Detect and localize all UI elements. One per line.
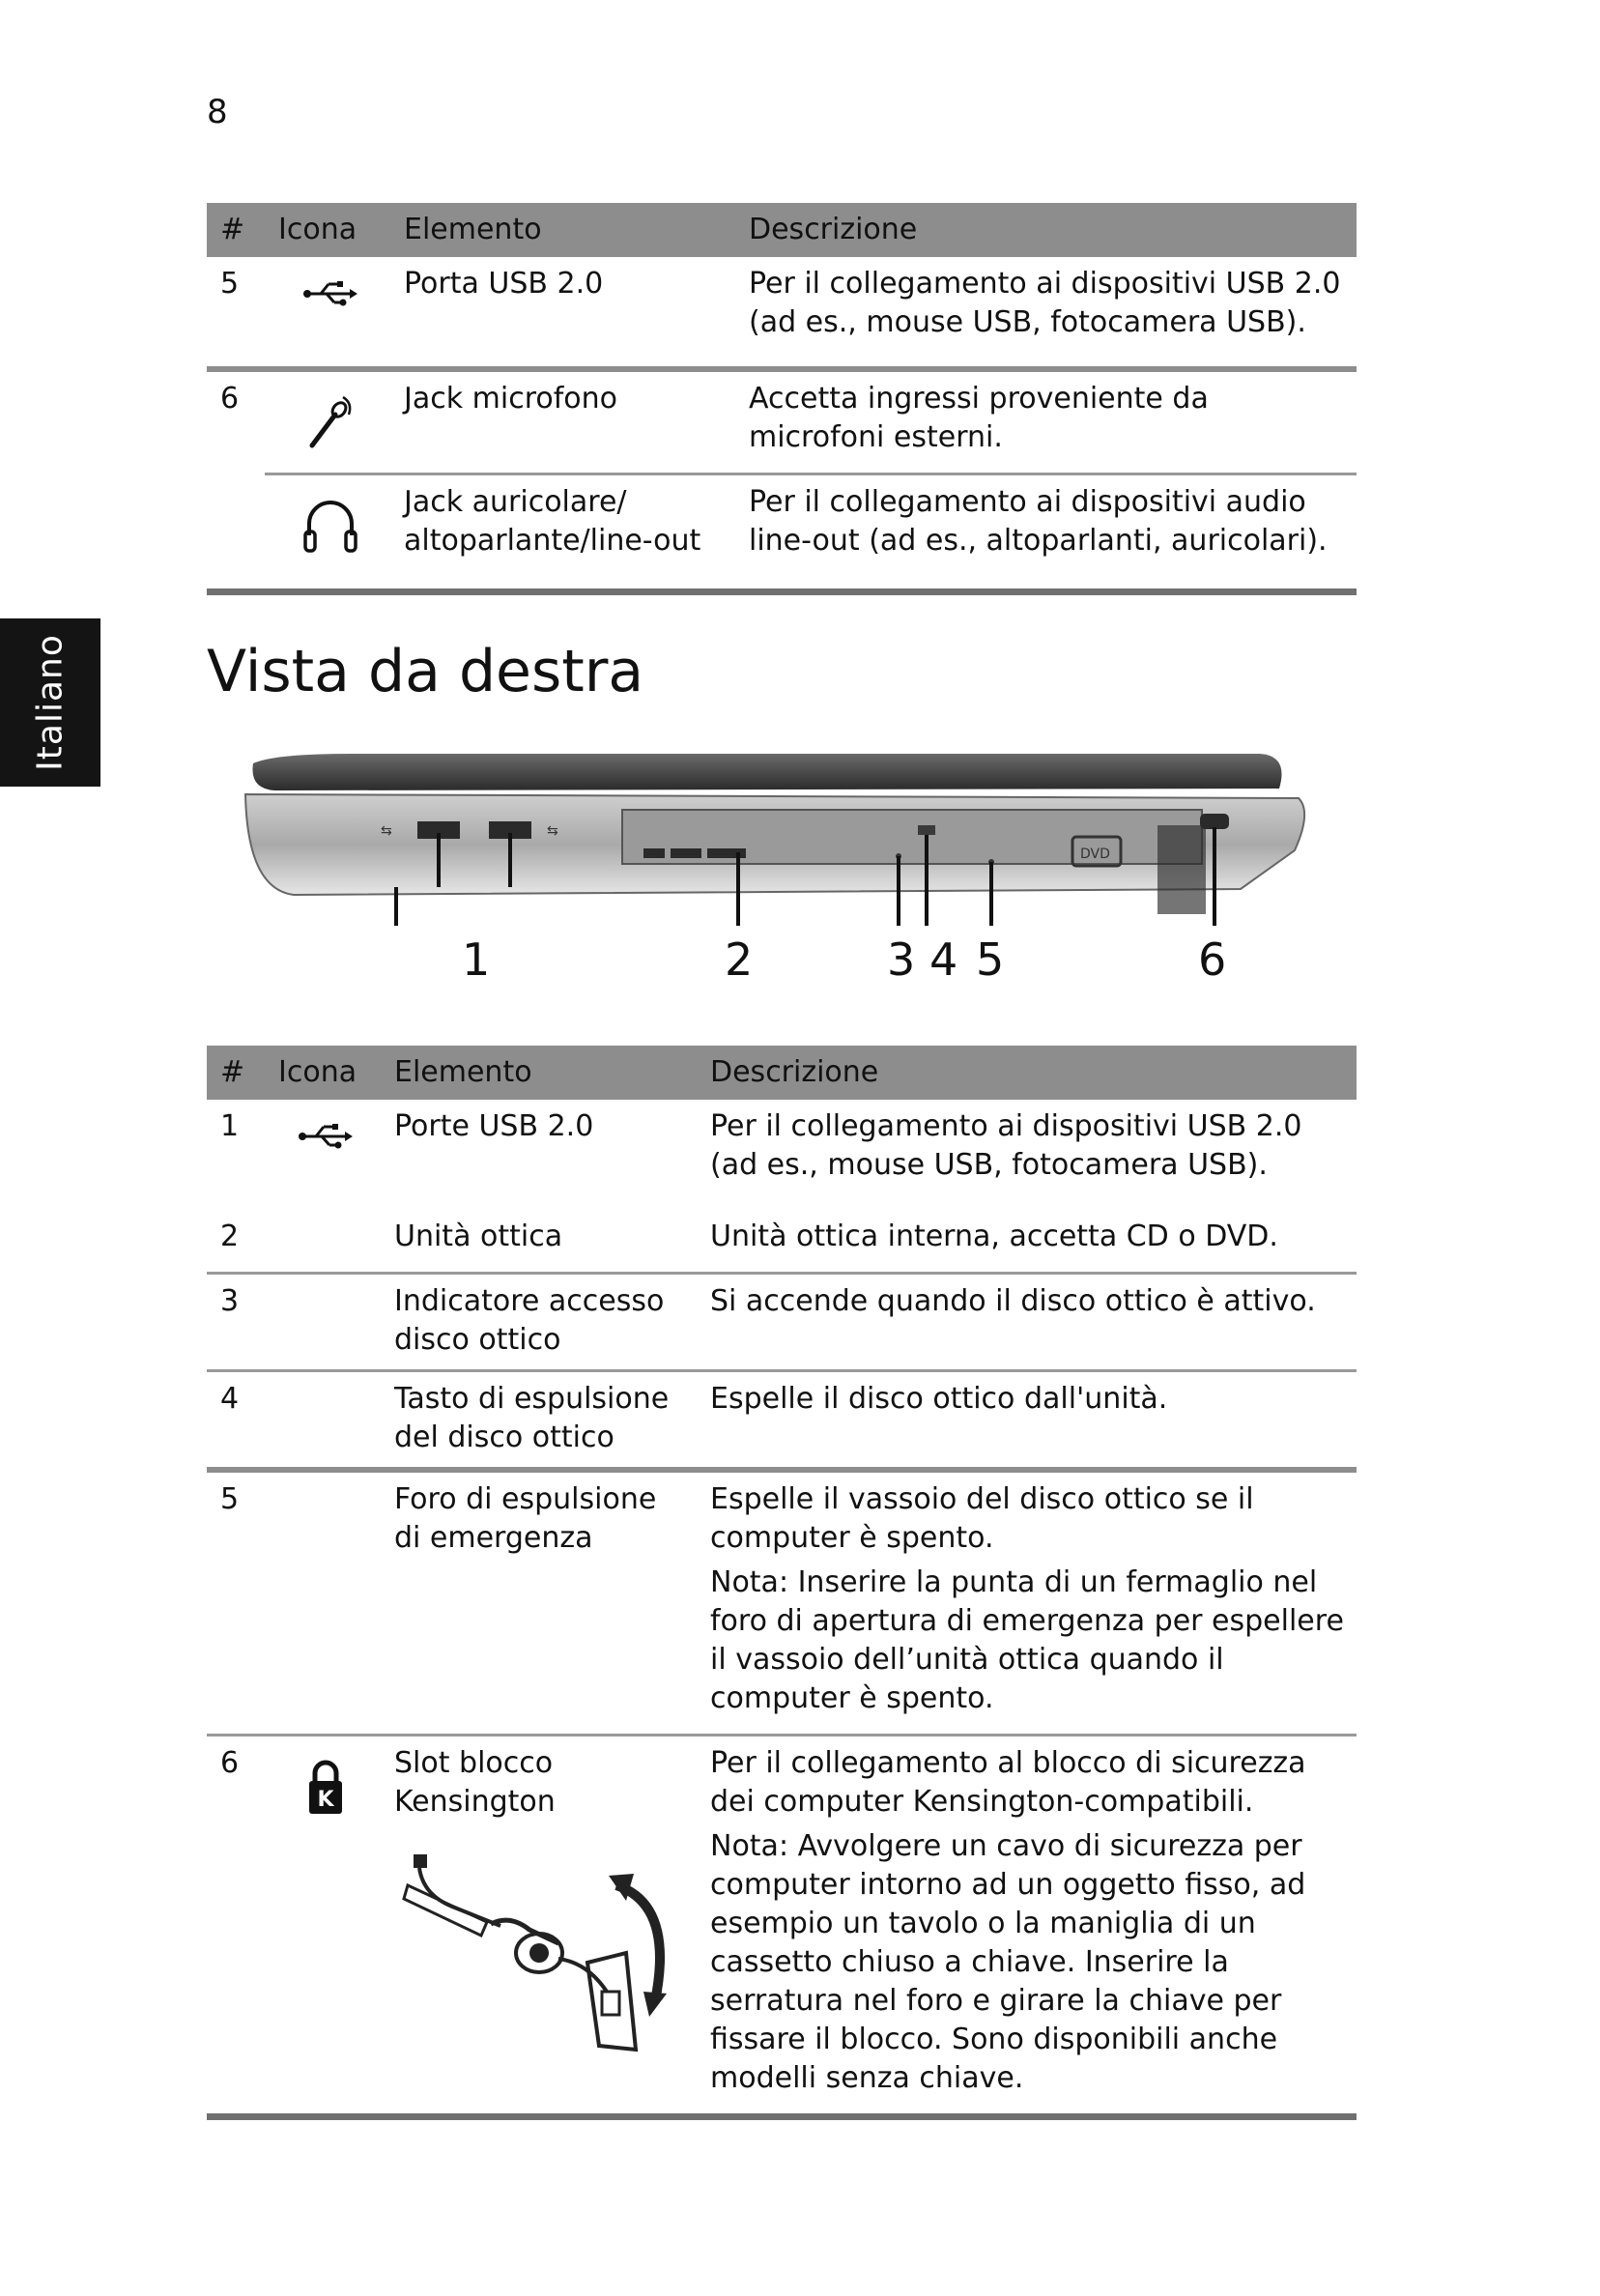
table-row bbox=[207, 1100, 1357, 1210]
row-item: Jack microfono bbox=[390, 369, 735, 474]
ports-table-top bbox=[207, 203, 1357, 595]
ports-table-right bbox=[207, 1046, 1357, 2120]
kensington-lock-illustration bbox=[394, 1847, 684, 2059]
row-number: 2 bbox=[207, 1210, 265, 1274]
row-description: Per il collegamento al blocco di sicurezza dei computer Kensington-compatibili. bbox=[710, 1746, 1306, 1819]
header-item: Elemento bbox=[381, 1046, 697, 1100]
row-number: 5 bbox=[207, 1470, 265, 1736]
row-number: 4 bbox=[207, 1371, 265, 1471]
usb-icon bbox=[297, 1121, 355, 1150]
row-description: Si accende quando il disco ottico è attivo. bbox=[710, 1284, 1316, 1318]
table-row bbox=[207, 1274, 1357, 1371]
callout-6: 6 bbox=[1198, 933, 1227, 986]
row-number: 6 bbox=[220, 382, 240, 416]
svg-text:⇆: ⇆ bbox=[547, 823, 558, 839]
callout-4: 4 bbox=[929, 933, 958, 986]
table-row bbox=[207, 1736, 1357, 2117]
header-number: # bbox=[207, 203, 265, 257]
header-item: Elemento bbox=[390, 203, 735, 257]
table-row bbox=[207, 1210, 1357, 1274]
microphone-icon bbox=[306, 393, 355, 451]
row-number: 1 bbox=[220, 1109, 240, 1143]
usb-icon bbox=[301, 278, 359, 307]
table-header-row bbox=[207, 203, 1357, 257]
row-description: Accetta ingressi proveniente da microfoni esterni. bbox=[749, 382, 1209, 454]
header-description: Descrizione bbox=[697, 1046, 1357, 1100]
callout-1: 1 bbox=[462, 933, 491, 986]
table-row bbox=[207, 474, 1357, 592]
row-item: Jack auricolare/ altoparlante/line-out bbox=[390, 474, 735, 592]
row-item: Slot blocco Kensington bbox=[394, 1746, 556, 1819]
row-description: Per il collegamento ai dispositivi audio line-out (ad es., altoparlanti, auricolari). bbox=[749, 485, 1328, 558]
row-note: Nota: Avvolgere un cavo di sicurezza per computer intorno ad un oggetto fisso, ad esempio un tavolo o la maniglia di un cassetto chiuso a chiave. Inserire la serratura nel foro e girare la chiave per fissare il blocco. Sono disponibili anche modelli senza chiave. bbox=[710, 1829, 1306, 2095]
row-description: Espelle il vassoio del disco ottico se il computer è spento. bbox=[710, 1482, 1254, 1555]
laptop-right-side-illustration bbox=[236, 744, 1318, 986]
row-item: Indicatore accesso disco ottico bbox=[381, 1274, 697, 1371]
row-description: Per il collegamento ai dispositivi USB 2.0 (ad es., mouse USB, fotocamera USB). bbox=[710, 1109, 1302, 1182]
row-description: Per il collegamento ai dispositivi USB 2.0 (ad es., mouse USB, fotocamera USB). bbox=[749, 267, 1341, 339]
table-row bbox=[207, 257, 1357, 369]
svg-text:⇆: ⇆ bbox=[381, 823, 392, 839]
row-item: Unità ottica bbox=[381, 1210, 697, 1274]
row-number: 3 bbox=[207, 1274, 265, 1371]
table-row bbox=[207, 369, 1357, 474]
svg-text:DVD: DVD bbox=[1080, 847, 1110, 862]
svg-text:K: K bbox=[317, 1788, 334, 1812]
row-description: Espelle il disco ottico dall'unità. bbox=[710, 1382, 1168, 1416]
table-header-row bbox=[207, 1046, 1357, 1100]
table-row bbox=[207, 1470, 1357, 1736]
row-item: Porte USB 2.0 bbox=[394, 1109, 594, 1143]
row-item: Tasto di espulsione del disco ottico bbox=[381, 1371, 697, 1471]
table-row bbox=[207, 1371, 1357, 1471]
page-number: 8 bbox=[207, 93, 228, 131]
row-number: 5 bbox=[207, 257, 265, 369]
callout-2: 2 bbox=[725, 933, 754, 986]
header-icon: Icona bbox=[265, 203, 390, 257]
kensington-lock-icon bbox=[306, 1758, 345, 1818]
header-number: # bbox=[207, 1046, 265, 1100]
row-note: Nota: Inserire la punta di un fermaglio nel foro di apertura di emergenza per espellere il vassoio dell’unità ottica quando il computer è spento. bbox=[710, 1565, 1344, 1715]
row-number: 6 bbox=[207, 1736, 265, 2117]
row-item: Foro di espulsione di emergenza bbox=[381, 1470, 697, 1736]
header-icon: Icona bbox=[265, 1046, 381, 1100]
section-title: Vista da destra bbox=[207, 638, 644, 705]
callout-3: 3 bbox=[887, 933, 916, 986]
row-description: Unità ottica interna, accetta CD o DVD. bbox=[710, 1220, 1278, 1253]
eject-button bbox=[918, 825, 935, 835]
row-number bbox=[207, 474, 265, 592]
headphones-icon bbox=[301, 497, 359, 557]
language-side-tab-label: Italiano bbox=[30, 634, 71, 771]
row-item: Porta USB 2.0 bbox=[390, 257, 735, 369]
callout-5: 5 bbox=[976, 933, 1005, 986]
header-description: Descrizione bbox=[735, 203, 1357, 257]
language-side-tab bbox=[0, 618, 100, 787]
